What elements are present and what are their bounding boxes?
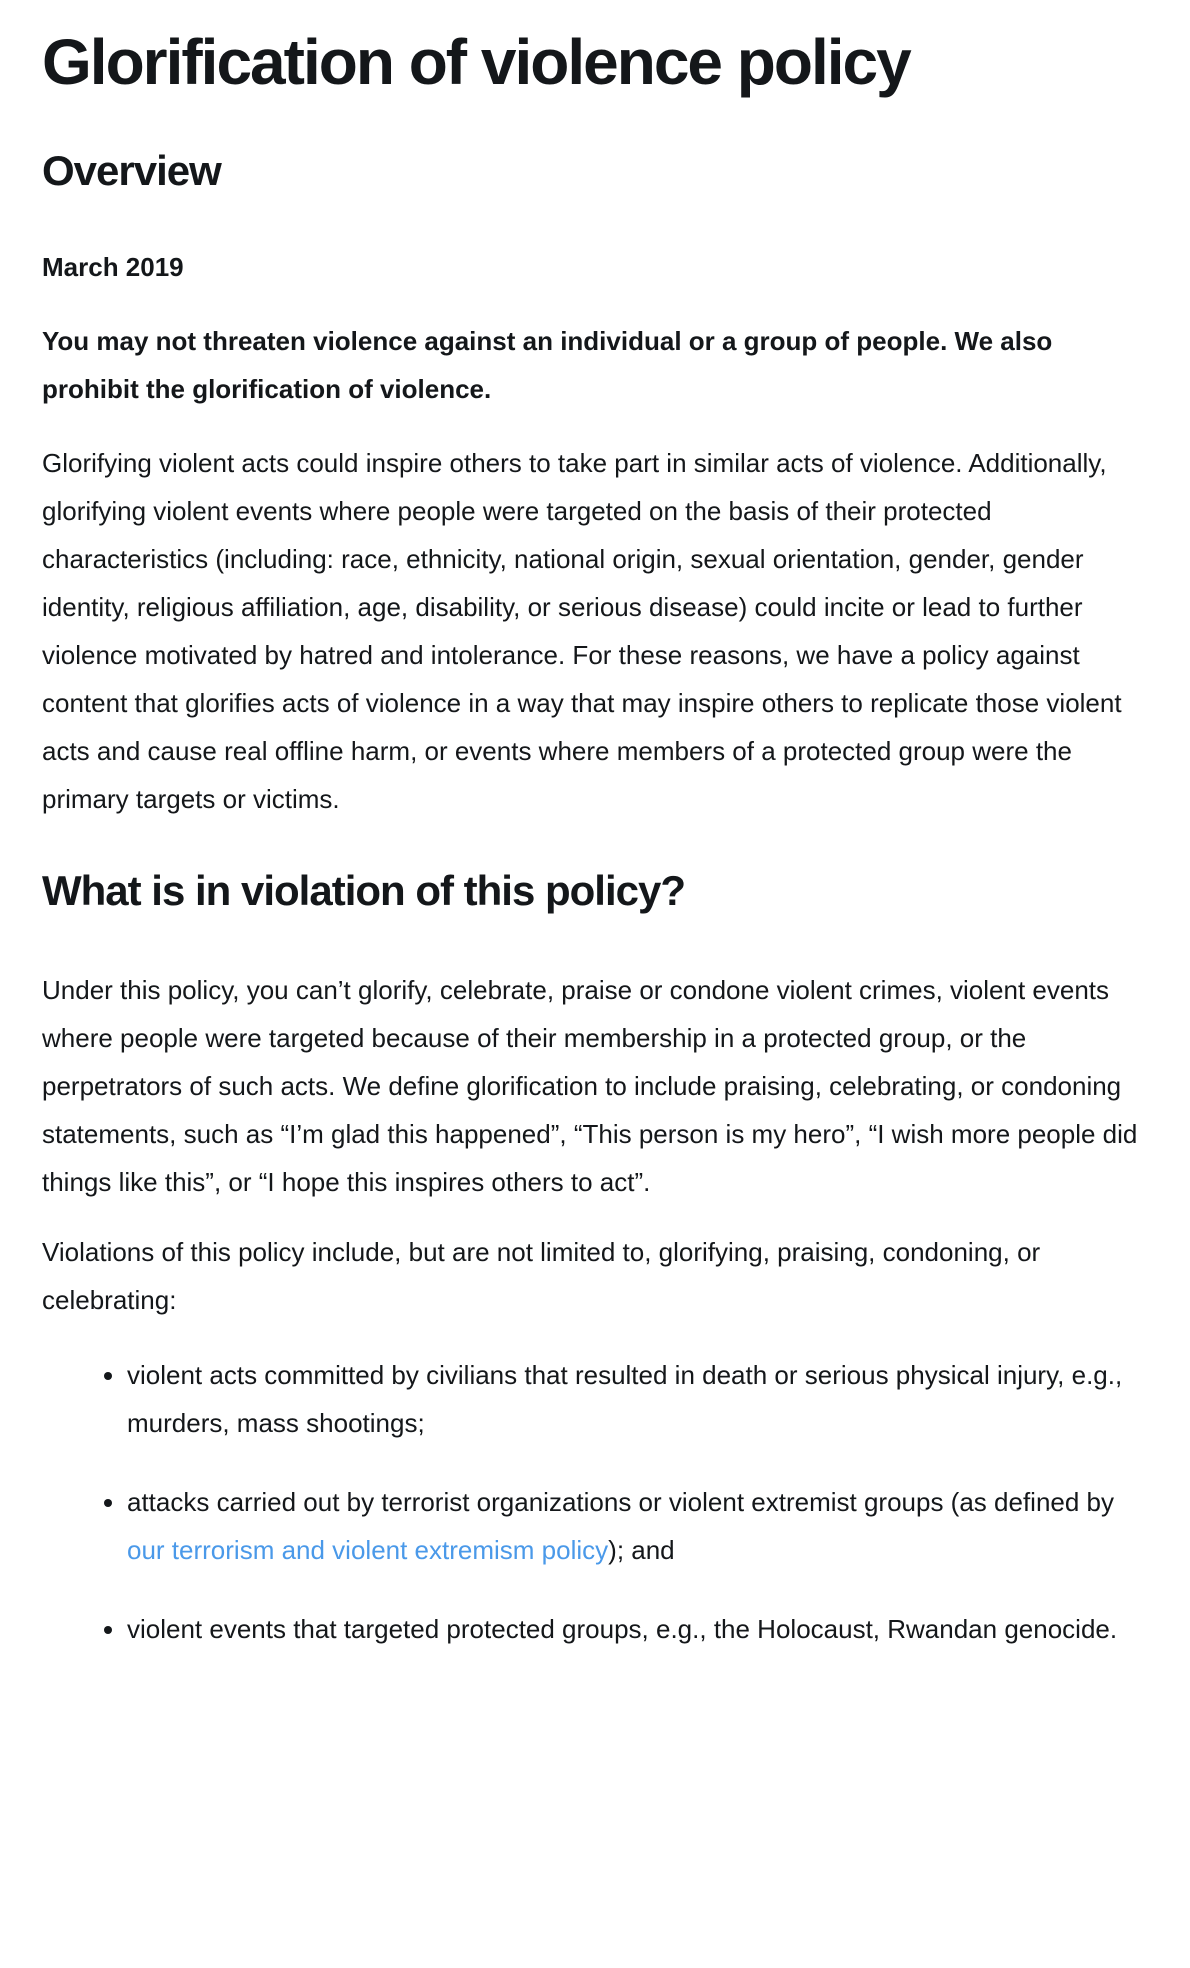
violations-intro: Violations of this policy include, but are not limited to, glorifying, praising, condoning, or celebrating: [42,1236,1041,1315]
list-item-text: ); and [608,1534,675,1565]
list-item [127,1478,1145,1574]
list-item [127,1605,1145,1653]
policy-summary: You may not threaten violence against an individual or a group of people. We also prohibit the glorification of violence. [42,326,1053,405]
terrorism-policy-link[interactable]: our terrorism and violent extremism policy [127,1534,609,1565]
page-title: Glorification of violence policy [42,26,910,98]
violation-heading: What is in violation of this policy? [42,867,686,915]
date-label: March 2019 [42,252,184,283]
violation-paragraph: Under this policy, you can’t glorify, celebrate, praise or condone violent crimes, violent events where people were targeted because of their membership in a protected group, or the perpetrators of such acts. We define glorification to include praising, celebrating, or condoning statements, such as “I’m glad this happened”, “This person is my hero”, “I wish more people did things like this”, or “I hope this inspires others to act”. [42,974,1138,1197]
list-item-text: violent acts committed by civilians that resulted in death or serious physical injury, e.g., murders, mass shootings; [127,1359,1123,1438]
overview-heading: Overview [42,147,221,195]
violations-list [42,1351,1145,1653]
list-item-text: attacks carried out by terrorist organizations or violent extremist groups (as defined by [127,1486,1115,1517]
overview-paragraph: Glorifying violent acts could inspire others to take part in similar acts of violence. Additionally, glorifying violent events where people were targeted on the basis of their protected characteristics (including: race, ethnicity, national origin, sexual orientation, gender, gender identity, religious affiliation, age, disability, or serious disease) could incite or lead to further violence motivated by hatred and intolerance. For these reasons, we have a policy against content that glorifies acts of violence in a way that may inspire others to replicate those violent acts and cause real offline harm, or events where members of a protected group were the primary targets or victims. [42,448,1122,815]
list-item-text: violent events that targeted protected groups, e.g., the Holocaust, Rwandan genocide. [127,1613,1118,1644]
list-item [127,1351,1145,1447]
